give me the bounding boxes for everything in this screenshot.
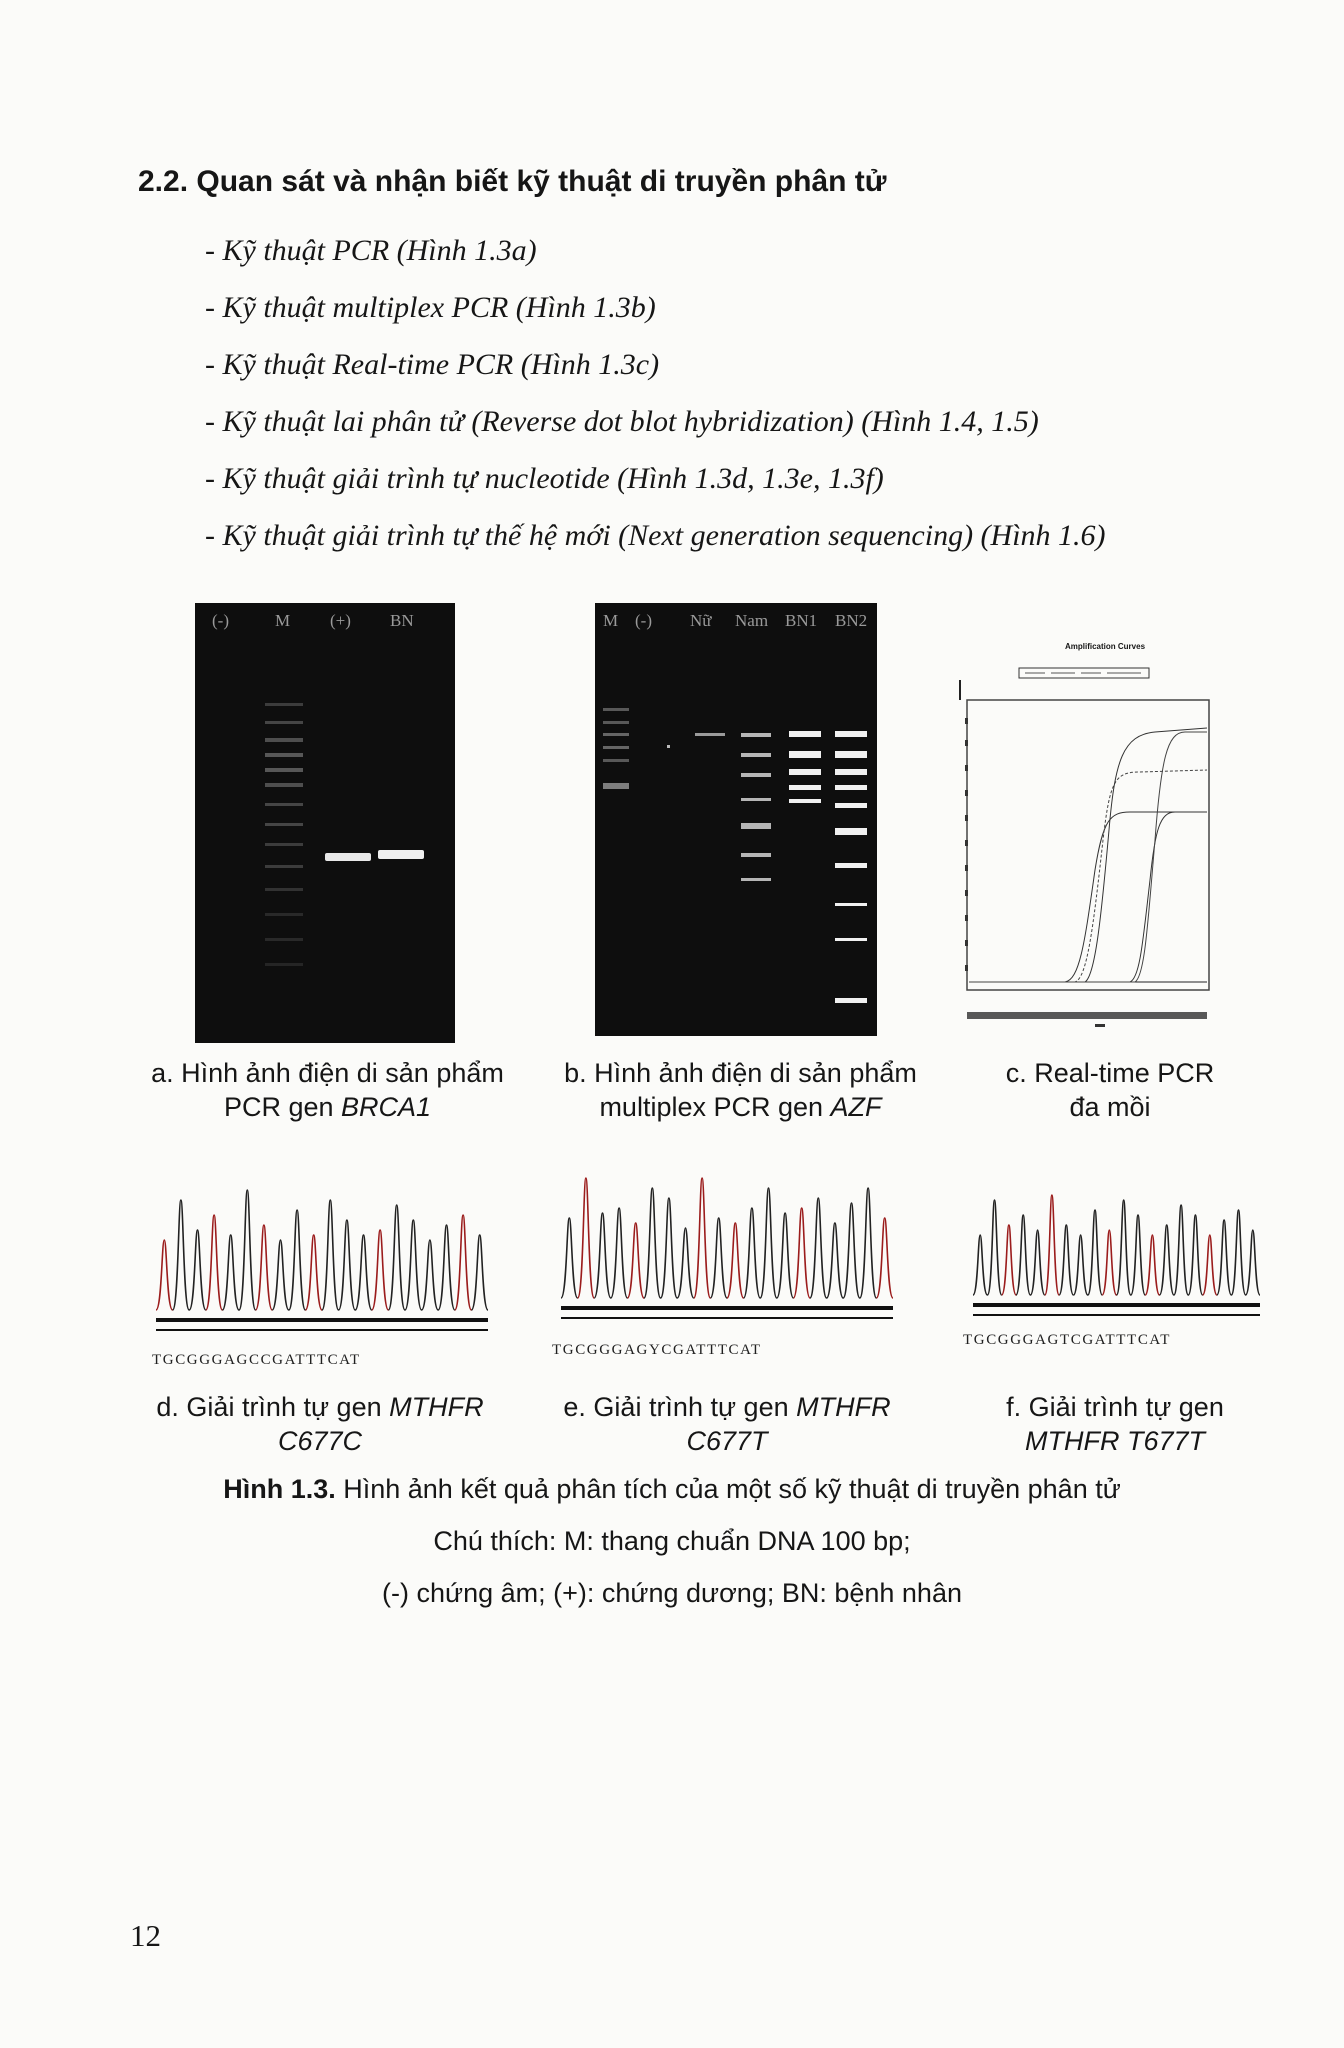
- caption-f: [960, 1390, 1270, 1458]
- caption-e-line2: C677T: [686, 1426, 768, 1456]
- gel-image-a: [195, 603, 455, 1043]
- figure-note-2: (-) chứng âm; (+): chứng dương; BN: bệnh nhân: [382, 1578, 962, 1608]
- amplification-curves: [955, 640, 1255, 1035]
- lane-label: (-): [635, 611, 652, 630]
- section-heading: 2.2. Quan sát và nhận biết kỹ thuật di truyền phân tử: [138, 165, 887, 198]
- lane-label: BN1: [785, 611, 818, 630]
- list-item: - Kỹ thuật giải trình tự nucleotide (Hình 1.3d, 1.3e, 1.3f): [205, 462, 884, 495]
- lane-label: (+): [330, 611, 351, 630]
- caption-a-line1: a. Hình ảnh điện di sản phẩm: [151, 1058, 504, 1088]
- sequence-f: TGCGGGAGTCGATTTCAT: [963, 1332, 1171, 1348]
- caption-f-line1: f. Giải trình tự gen: [1006, 1392, 1224, 1422]
- lane-label: BN2: [835, 611, 868, 630]
- lane-label: M: [275, 611, 291, 630]
- figure-caption-text: Hình ảnh kết quả phân tích của một số kỹ thuật di truyền phân tử: [335, 1474, 1121, 1504]
- caption-f-line2: MTHFR T677T: [1024, 1426, 1205, 1456]
- realtime-pcr-plot: [955, 640, 1255, 1035]
- list-item: - Kỹ thuật multiplex PCR (Hình 1.3b): [205, 291, 656, 324]
- caption-b: [548, 1056, 933, 1124]
- caption-e: [537, 1390, 917, 1458]
- caption-d-line2: C677C: [277, 1426, 363, 1456]
- caption-c-line1: c. Real-time PCR: [1005, 1058, 1215, 1088]
- caption-e-line1: e. Giải trình tự gen MTHFR: [563, 1392, 891, 1422]
- figure-label: Hình 1.3.: [223, 1474, 336, 1504]
- gel-bands-a: [195, 603, 455, 1043]
- caption-d: [130, 1390, 510, 1458]
- caption-b-line1: b. Hình ảnh điện di sản phẩm: [564, 1058, 917, 1088]
- lane-label: M: [603, 611, 619, 630]
- chromatogram-f: [965, 1180, 1265, 1340]
- figure-note-1: Chú thích: M: thang chuẩn DNA 100 bp;: [433, 1526, 911, 1556]
- chromatogram-d: [148, 1180, 493, 1340]
- gel-bands-b: [595, 603, 877, 1036]
- caption-c: [960, 1056, 1260, 1124]
- caption-a: [135, 1056, 520, 1124]
- gel-image-b: [595, 603, 877, 1036]
- caption-d-line1: d. Giải trình tự gen MTHFR: [156, 1392, 484, 1422]
- lane-label: Nam: [735, 611, 769, 630]
- figure-caption: [0, 1474, 1344, 1505]
- list-item: - Kỹ thuật giải trình tự thế hệ mới (Next generation sequencing) (Hình 1.6): [205, 519, 1106, 552]
- list-item: - Kỹ thuật PCR (Hình 1.3a): [205, 234, 537, 267]
- technique-list: [205, 222, 1285, 564]
- lane-label: BN: [390, 611, 414, 630]
- plot-title: Amplification Curves: [1065, 642, 1146, 651]
- page-number: 12: [130, 1918, 161, 1953]
- lane-label: (-): [212, 611, 229, 630]
- caption-b-line2: multiplex PCR gen AZF: [599, 1092, 882, 1122]
- lane-label: Nữ: [690, 611, 712, 630]
- sequence-d: TGCGGGAGCCGATTTCAT: [152, 1352, 361, 1368]
- list-item: - Kỹ thuật lai phân tử (Reverse dot blot hybridization) (Hình 1.4, 1.5): [205, 405, 1039, 438]
- caption-c-line2: đa mồi: [1069, 1092, 1151, 1122]
- sequence-e: TGCGGGAGYCGATTTCAT: [552, 1342, 762, 1358]
- caption-a-line2: PCR gen BRCA1: [223, 1092, 432, 1122]
- chromatogram-e: [553, 1170, 898, 1330]
- list-item: - Kỹ thuật Real-time PCR (Hình 1.3c): [205, 348, 660, 381]
